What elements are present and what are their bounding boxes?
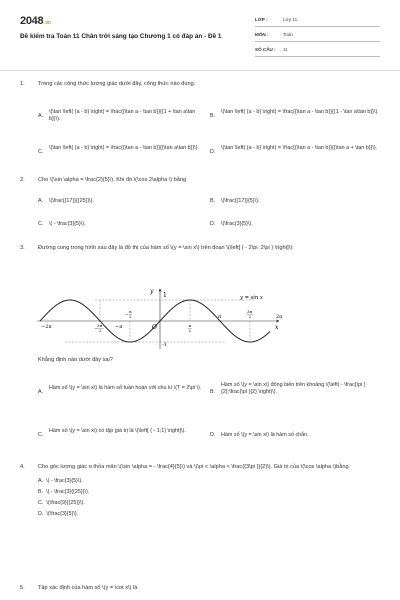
meta-subject-value: Toán <box>283 32 293 38</box>
question-2 <box>20 177 382 229</box>
logo-suffix: .vn <box>44 20 51 26</box>
question-text: Trong các công thức lượng giác dưới đây, công thức nào đúng. <box>38 81 196 87</box>
option-letter: A. <box>38 388 44 395</box>
option-text: \(\frac{{17}}{{25}}\). <box>49 197 94 204</box>
option-letter: D. <box>210 148 216 155</box>
option-letter: C. <box>38 220 44 227</box>
option-letter: C. <box>38 431 44 438</box>
question-stem <box>20 177 382 185</box>
tick-pi-two-den: 2 <box>188 328 192 333</box>
meta-class-label: LỚP : <box>255 17 268 23</box>
question-stem <box>20 245 382 253</box>
tick-neg-pi-two-num: π <box>129 309 132 314</box>
options-grid <box>38 185 382 229</box>
option-letter: D. <box>210 431 216 438</box>
option-b[interactable] <box>210 382 382 397</box>
origin-label: O <box>152 324 157 331</box>
option-d[interactable] <box>210 145 382 156</box>
question-stem <box>20 81 382 89</box>
option-text: Hàm số \(y = \sin x\) có tập giá trị là \(\left[ { - 1;1} \right]\). <box>49 427 186 434</box>
question-follow <box>20 357 382 365</box>
option-text: Hàm số \(y = \sin x\) đồng biến trên khoảng \(\left( - \frac{\pi }{2};\frac{\pi }{2} \right)\). <box>221 381 366 395</box>
option-text: \( - \frac{3}{5}\). <box>49 220 86 227</box>
tick-neg-three-pi-two-sign: − <box>94 326 98 331</box>
question-text: Cho \(\sin \alpha = \frac{2}{5}\). Khi đó \(\cos 2\alpha \) bằng <box>38 177 187 183</box>
option-b[interactable] <box>210 198 382 205</box>
question-3 <box>20 245 382 253</box>
option-d[interactable] <box>210 221 382 228</box>
option-a[interactable] <box>38 477 382 488</box>
question-text: Đường cong trong hình sau đây là đồ thị của hàm số \(y = \sin x\) trên đoạn \(\left[ { - 2\pi ;2\pi } \right]\): <box>38 245 294 251</box>
option-letter: D. <box>210 220 216 227</box>
option-letter: B. <box>210 388 216 395</box>
question-follow-text: Khẳng định nào dưới đây sai? <box>38 357 113 363</box>
option-letter: C. <box>38 500 44 507</box>
option-text: Hàm số \(y = \sin x\) là hàm số chẵn. <box>221 431 309 438</box>
document-title: Đề kiểm tra Toán 11 Chân trời sáng tạo Chương 1 có đáp án - Đề 1 <box>20 33 222 40</box>
tick-pi: π <box>218 314 222 320</box>
option-b[interactable] <box>38 488 382 499</box>
question-number: 1. <box>20 81 25 87</box>
option-letter: A. <box>38 112 44 119</box>
option-text: \(\tan \left( {a - b} \right) = \frac{{\tan a - \tan b}}{{\tan a + \tan b}}\). <box>221 144 378 151</box>
question-4 <box>20 464 382 521</box>
header-divider <box>0 70 400 71</box>
sine-graph <box>35 283 335 351</box>
spacer <box>20 357 38 365</box>
neg-one-label: -1 <box>162 342 167 348</box>
option-text: \(\frac{{17}}{5}\). <box>221 197 260 204</box>
option-text: \(\frac{3}{5}\). <box>221 220 253 227</box>
meta-class-value: Lớp 11 <box>283 17 298 23</box>
meta-subject-row <box>255 30 380 42</box>
option-text: \( - \frac{3}{5}\). <box>46 478 83 485</box>
tick-neg-two-pi: −2π <box>41 324 52 330</box>
question-number: 4. <box>20 464 25 470</box>
meta-count-value: 11 <box>283 47 288 53</box>
tick-neg-pi-two-sign: − <box>125 312 129 317</box>
option-d[interactable] <box>210 432 382 439</box>
tick-three-pi-two-den: 2 <box>248 314 252 319</box>
option-letter: B. <box>210 197 216 204</box>
option-letter: B. <box>210 112 216 119</box>
question-text: Cho góc lượng giác α thỏa mãn \(\sin \alpha = - \frac{4}{5}\) và \(\pi < \alpha < \frac{{3\pi }}{2}\). Giá trị của \(\cos \alpha \)bằng <box>38 464 349 470</box>
option-c[interactable] <box>38 428 206 439</box>
x-axis-label: x <box>275 324 279 331</box>
options-grid <box>38 89 382 169</box>
question-number: 5. <box>20 585 25 591</box>
question-3-followup <box>20 357 382 445</box>
question-text: Tập xác định của hàm số \(y = \cot x\) là <box>38 585 138 591</box>
option-text: \(\tan \left( {a - b} \right) = \frac{{\tan a - \tan b}}{{1 + \tan a\tan b}}\). <box>49 108 196 122</box>
option-c[interactable] <box>38 221 206 228</box>
meta-class-row <box>255 15 380 27</box>
question-stem <box>20 585 382 593</box>
tick-pi-two-num: π <box>188 323 192 328</box>
meta-count-label: SỐ CÂU : <box>255 47 276 53</box>
option-text: \(\tan \left( {a - b} \right) = \frac{{\tan a - \tan b}}{{\tan a\tan b}}\). <box>49 144 199 151</box>
option-text: \(\frac{9}{{25}}\). <box>46 500 85 507</box>
option-letter: B. <box>38 489 44 496</box>
option-letter: D. <box>38 511 44 518</box>
option-text: Hàm số \(y = \sin x\) là hàm số tuần hoàn với chu kì \(T = 2\pi \). <box>49 384 202 391</box>
exam-meta <box>255 15 380 60</box>
question-number: 3. <box>20 245 25 251</box>
logo-text: 2048 <box>20 15 44 27</box>
tick-neg-pi: −π <box>115 324 123 330</box>
question-stem <box>20 464 382 472</box>
options-grid <box>38 365 382 445</box>
option-c[interactable] <box>38 145 206 156</box>
meta-subject-label: MÔN : <box>255 32 269 38</box>
option-b[interactable] <box>210 109 382 120</box>
y-axis-label: y <box>150 288 154 295</box>
tick-two-pi: 2π <box>276 314 283 320</box>
option-letter: C. <box>38 148 44 155</box>
tick-three-pi-two-num: 3π <box>247 309 253 314</box>
question-1 <box>20 81 382 169</box>
tick-neg-pi-two-den: 2 <box>129 314 132 319</box>
tick-neg-three-pi-two-num: 3π <box>97 323 103 328</box>
option-d[interactable] <box>38 510 382 521</box>
option-text: \( - \frac{3}{{25}}\). <box>46 489 90 496</box>
tick-neg-three-pi-two-den: 2 <box>99 328 102 333</box>
site-logo[interactable] <box>20 14 51 29</box>
option-letter: A. <box>38 197 44 204</box>
option-letter: A. <box>38 478 44 485</box>
option-a[interactable] <box>38 198 206 205</box>
meta-count-row <box>255 45 380 57</box>
one-label: 1 <box>163 292 167 299</box>
option-a[interactable] <box>38 385 206 396</box>
question-5 <box>20 585 382 593</box>
option-c[interactable] <box>38 499 382 510</box>
question-number: 2. <box>20 177 25 183</box>
option-text: \(\tan \left( {a - b} \right) = \frac{{\tan a - \tan b}}{{1 - \tan a\tan b}}\). <box>221 108 379 115</box>
curve-label: y = sin x <box>240 295 263 301</box>
option-text: \(\frac{3}{5}\). <box>46 511 79 518</box>
option-a[interactable] <box>38 109 206 124</box>
